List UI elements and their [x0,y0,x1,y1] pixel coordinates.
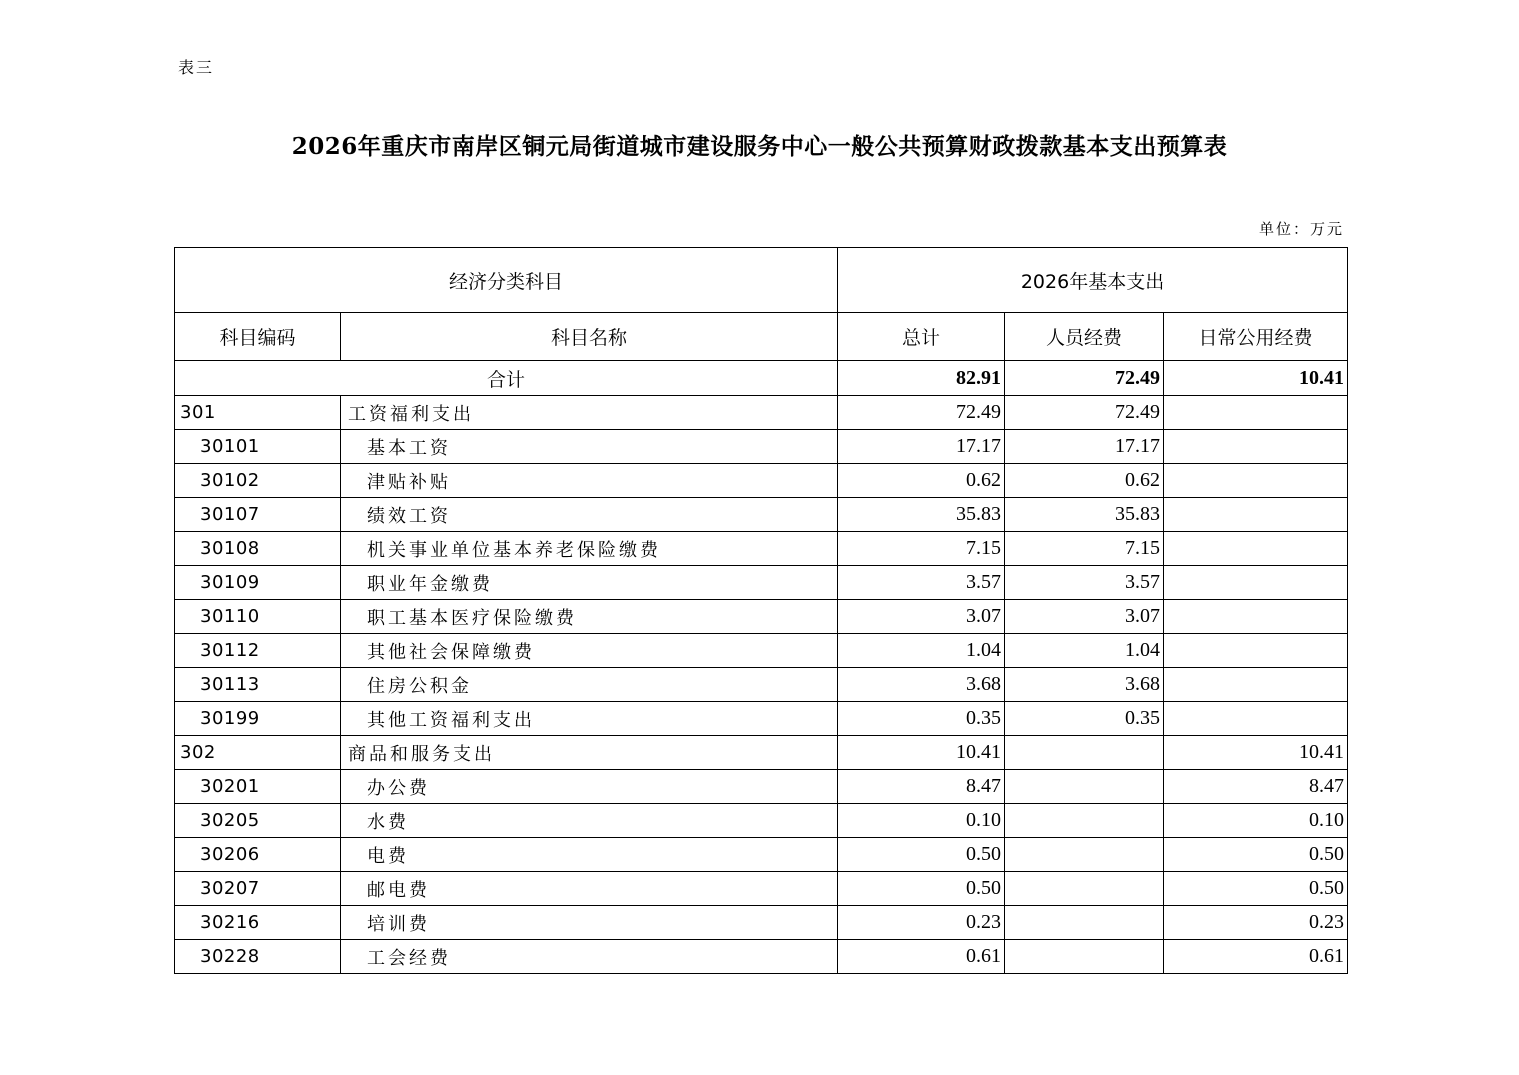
row-code: 30206 [175,838,341,872]
row-total: 0.23 [838,906,1005,940]
row-personnel [1005,736,1164,770]
header-row-group [175,248,1348,313]
row-public [1164,634,1348,668]
row-name: 津贴补贴 [341,464,838,498]
row-total: 0.62 [838,464,1005,498]
row-public: 0.10 [1164,804,1348,838]
row-code: 30109 [175,566,341,600]
row-code: 30113 [175,668,341,702]
header-basic-expenditure: 2026年基本支出 [838,248,1348,313]
row-total: 0.35 [838,702,1005,736]
row-personnel [1005,804,1164,838]
row-personnel: 35.83 [1005,498,1164,532]
row-code: 30201 [175,770,341,804]
row-public [1164,396,1348,430]
row-personnel: 0.35 [1005,702,1164,736]
header-econ-classification: 经济分类科目 [175,248,838,313]
row-public: 0.50 [1164,872,1348,906]
row-code: 30108 [175,532,341,566]
table-row [175,906,1348,940]
table-row [175,464,1348,498]
header-row-columns [175,313,1348,361]
row-personnel: 7.15 [1005,532,1164,566]
row-code: 30101 [175,430,341,464]
row-total: 8.47 [838,770,1005,804]
table-row [175,430,1348,464]
row-personnel: 3.57 [1005,566,1164,600]
table-row [175,838,1348,872]
table-row [175,940,1348,974]
row-personnel [1005,940,1164,974]
row-name: 其他社会保障缴费 [341,634,838,668]
row-public: 10.41 [1164,736,1348,770]
row-code: 30199 [175,702,341,736]
row-name: 工资福利支出 [341,396,838,430]
row-name: 培训费 [341,906,838,940]
table-row [175,634,1348,668]
table-label: 表三 [178,58,215,77]
row-name: 职业年金缴费 [341,566,838,600]
row-total: 1.04 [838,634,1005,668]
table-row [175,872,1348,906]
row-public [1164,566,1348,600]
table-row [175,566,1348,600]
row-personnel [1005,770,1164,804]
row-public: 8.47 [1164,770,1348,804]
row-name: 水费 [341,804,838,838]
row-code: 302 [175,736,341,770]
row-public [1164,668,1348,702]
row-total: 35.83 [838,498,1005,532]
row-code: 30112 [175,634,341,668]
row-total: 0.61 [838,940,1005,974]
table-row [175,396,1348,430]
row-personnel: 72.49 [1005,396,1164,430]
header-code: 科目编码 [175,313,341,361]
row-public: 0.61 [1164,940,1348,974]
row-code: 30102 [175,464,341,498]
row-name: 机关事业单位基本养老保险缴费 [341,532,838,566]
row-total: 0.10 [838,804,1005,838]
row-public [1164,498,1348,532]
row-total: 72.49 [838,396,1005,430]
table-row [175,702,1348,736]
row-code: 30216 [175,906,341,940]
table-row [175,600,1348,634]
row-public [1164,532,1348,566]
header-total: 总计 [838,313,1005,361]
table-row [175,668,1348,702]
row-public [1164,430,1348,464]
row-public [1164,464,1348,498]
row-code: 30207 [175,872,341,906]
budget-table [174,247,1348,974]
row-personnel: 3.68 [1005,668,1164,702]
row-name: 办公费 [341,770,838,804]
header-personnel: 人员经费 [1005,313,1164,361]
row-code: 301 [175,396,341,430]
row-name: 绩效工资 [341,498,838,532]
row-personnel: 0.62 [1005,464,1164,498]
row-name: 工会经费 [341,940,838,974]
row-total: 3.07 [838,600,1005,634]
summary-personnel: 72.49 [1005,361,1164,396]
row-code: 30107 [175,498,341,532]
table-row [175,770,1348,804]
row-total: 3.68 [838,668,1005,702]
header-public: 日常公用经费 [1164,313,1348,361]
table-row [175,736,1348,770]
row-personnel: 17.17 [1005,430,1164,464]
row-name: 职工基本医疗保险缴费 [341,600,838,634]
row-code: 30205 [175,804,341,838]
unit-note: 单位：万元 [1258,220,1344,238]
summary-public: 10.41 [1164,361,1348,396]
page-title: 2026年重庆市南岸区铜元局街道城市建设服务中心一般公共预算财政拨款基本支出预算表 [291,133,1228,160]
row-code: 30110 [175,600,341,634]
summary-row [175,361,1348,396]
row-name: 商品和服务支出 [341,736,838,770]
table-row [175,804,1348,838]
summary-total: 82.91 [838,361,1005,396]
row-personnel: 3.07 [1005,600,1164,634]
row-code: 30228 [175,940,341,974]
row-name: 其他工资福利支出 [341,702,838,736]
row-total: 0.50 [838,838,1005,872]
row-total: 0.50 [838,872,1005,906]
row-personnel [1005,906,1164,940]
row-personnel: 1.04 [1005,634,1164,668]
row-name: 住房公积金 [341,668,838,702]
row-public: 0.50 [1164,838,1348,872]
row-total: 3.57 [838,566,1005,600]
row-public: 0.23 [1164,906,1348,940]
row-total: 7.15 [838,532,1005,566]
row-public [1164,600,1348,634]
summary-label: 合计 [175,361,838,396]
row-total: 10.41 [838,736,1005,770]
row-public [1164,702,1348,736]
table-row [175,498,1348,532]
row-personnel [1005,872,1164,906]
row-name: 电费 [341,838,838,872]
row-name: 基本工资 [341,430,838,464]
row-name: 邮电费 [341,872,838,906]
header-name: 科目名称 [341,313,838,361]
row-total: 17.17 [838,430,1005,464]
table-row [175,532,1348,566]
row-personnel [1005,838,1164,872]
